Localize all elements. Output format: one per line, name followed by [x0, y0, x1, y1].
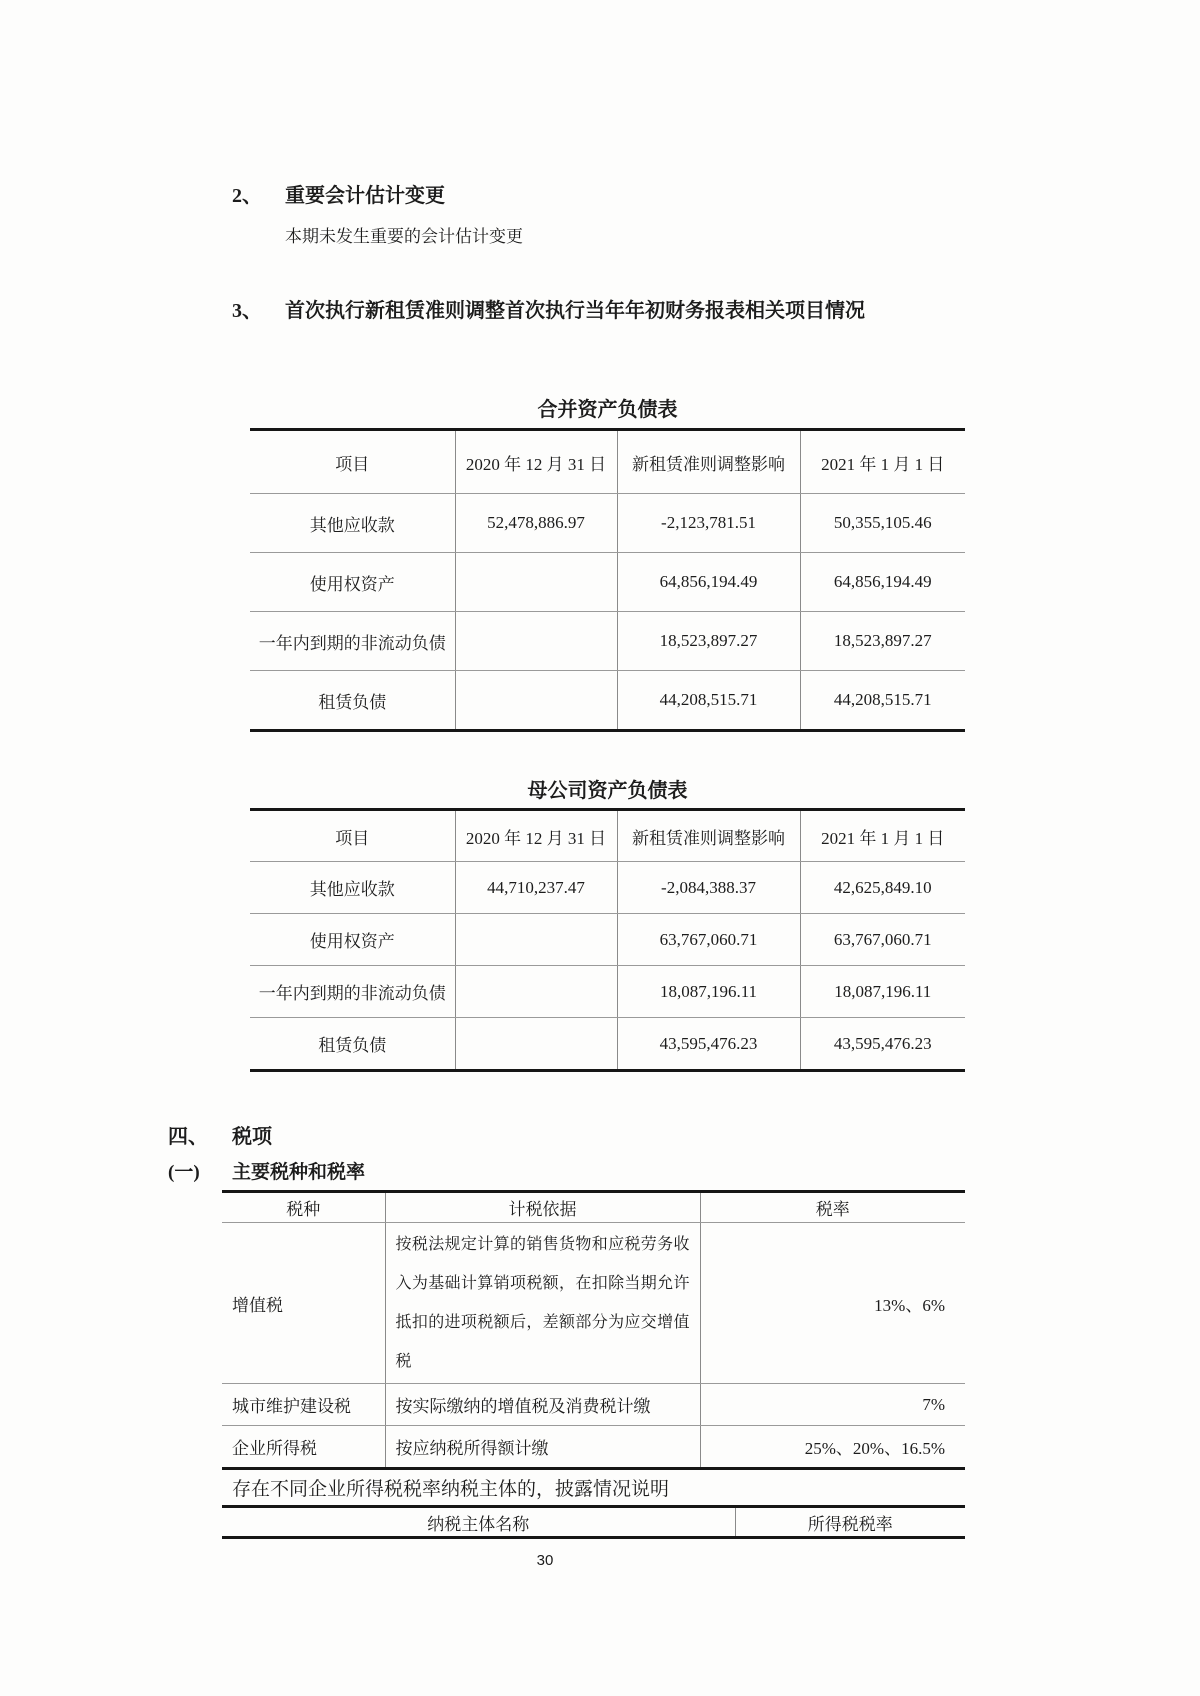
cell-value: 44,710,237.47: [455, 862, 617, 914]
cell-tax-kind: 城市维护建设税: [222, 1384, 385, 1426]
cell-value: 52,478,886.97: [455, 494, 617, 553]
section-2-title: 重要会计估计变更: [285, 185, 445, 207]
table-row: [222, 1426, 965, 1469]
header-cell-item: 项目: [250, 810, 455, 862]
table-row: [250, 612, 965, 671]
cell-value: [455, 612, 617, 671]
cell-value: 64,856,194.49: [800, 553, 965, 612]
cell-tax-basis: 按税法规定计算的销售货物和应税劳务收入为基础计算销项税额，在扣除当期允许抵扣的进项税额后，差额部分为应交增值税: [385, 1223, 700, 1384]
table-header-row: [222, 1192, 965, 1223]
header-cell-adjustment: 新租赁准则调整影响: [617, 810, 800, 862]
section-3-heading: [232, 297, 972, 325]
header-cell-entity-name: 纳税主体名称: [427, 1514, 530, 1534]
cell-value: 43,595,476.23: [800, 1018, 965, 1071]
cell-item: 使用权资产: [250, 553, 455, 612]
tax-rate-table: [222, 1190, 965, 1470]
table-header-row: [222, 1507, 965, 1538]
section-4-heading: [168, 1123, 968, 1151]
header-cell-income-tax-rate: 所得税税率: [735, 1507, 965, 1538]
table-row: [222, 1223, 965, 1384]
section-4-1-heading: [168, 1160, 968, 1186]
header-cell-date-2020: 2020 年 12 月 31 日: [455, 430, 617, 494]
cell-value: [455, 966, 617, 1018]
cell-value: 44,208,515.71: [800, 671, 965, 731]
cell-tax-kind: 企业所得税: [232, 1439, 317, 1458]
section-2-body: 本期未发生重要的会计估计变更: [285, 227, 523, 246]
header-cell-date-2020: 2020 年 12 月 31 日: [455, 810, 617, 862]
cell-value: -2,084,388.37: [617, 862, 800, 914]
cell-tax-basis: 按实际缴纳的增值税及消费税计缴: [385, 1384, 700, 1426]
cell-value: [455, 914, 617, 966]
cell-item: 租赁负债: [318, 692, 387, 712]
cell-value: [455, 671, 617, 731]
cell-item: 其他应收款: [250, 494, 455, 553]
section-4-number: 四、: [168, 1126, 208, 1148]
table-row: [250, 1018, 965, 1071]
cell-item: 一年内到期的非流动负债: [250, 966, 455, 1018]
cell-tax-kind: 增值税: [222, 1223, 385, 1384]
cell-tax-rate: 13%、6%: [700, 1223, 965, 1384]
cell-value: -2,123,781.51: [617, 494, 800, 553]
cell-value: 18,523,897.27: [800, 612, 965, 671]
cell-value: 43,595,476.23: [617, 1018, 800, 1071]
table-header-row: [250, 430, 965, 494]
cell-tax-rate: 7%: [700, 1384, 965, 1426]
table-row: [222, 1384, 965, 1426]
header-cell-date-2021: 2021 年 1 月 1 日: [800, 430, 965, 494]
cell-value: 63,767,060.71: [617, 914, 800, 966]
page-number: 30: [536, 1552, 554, 1569]
cell-item: 其他应收款: [250, 862, 455, 914]
cell-item: 使用权资产: [250, 914, 455, 966]
cell-tax-basis: 按应纳税所得额计缴: [385, 1426, 700, 1469]
table-row: [250, 914, 965, 966]
header-cell-tax-kind: 税种: [222, 1192, 385, 1223]
parent-table-title: 母公司资产负债表: [527, 780, 688, 802]
header-cell-item: 项目: [250, 430, 455, 494]
header-cell-tax-rate: 税率: [700, 1192, 965, 1223]
section-4-1-title: 主要税种和税率: [232, 1162, 366, 1183]
cell-value: 63,767,060.71: [800, 914, 965, 966]
section-2-heading: [232, 182, 972, 210]
table-header-row: [250, 810, 965, 862]
cell-value: [455, 1018, 617, 1071]
cell-value: 64,856,194.49: [617, 553, 800, 612]
header-cell-tax-basis: 计税依据: [385, 1192, 700, 1223]
header-cell-adjustment: 新租赁准则调整影响: [617, 430, 800, 494]
cell-tax-rate: 25%、20%、16.5%: [700, 1426, 965, 1469]
parent-balance-sheet-table: [250, 808, 965, 1072]
cell-item: 一年内到期的非流动负债: [250, 612, 455, 671]
cell-value: 44,208,515.71: [617, 671, 800, 731]
cell-value: 50,355,105.46: [800, 494, 965, 553]
section-4-title: 税项: [232, 1126, 272, 1148]
table-row: [250, 494, 965, 553]
section-2-number: 2、: [232, 185, 262, 207]
cell-item: 租赁负债: [318, 1036, 387, 1055]
disclosure-note: 存在不同企业所得税税率纳税主体的，披露情况说明: [232, 1479, 670, 1500]
cell-value: 18,523,897.27: [617, 612, 800, 671]
table-row: [250, 671, 965, 731]
cell-value: [455, 553, 617, 612]
table-row: [250, 966, 965, 1018]
cell-value: 18,087,196.11: [800, 966, 965, 1018]
table-row: [250, 553, 965, 612]
cell-value: 18,087,196.11: [617, 966, 800, 1018]
consolidated-table-title: 合并资产负债表: [537, 399, 678, 421]
section-3-title: 首次执行新租赁准则调整首次执行当年年初财务报表相关项目情况: [285, 300, 865, 322]
header-cell-date-2021: 2021 年 1 月 1 日: [800, 810, 965, 862]
cell-value: 42,625,849.10: [800, 862, 965, 914]
section-4-1-number: (一): [168, 1162, 200, 1183]
section-3-number: 3、: [232, 300, 262, 322]
tax-entity-table: [222, 1505, 965, 1539]
consolidated-balance-sheet-table: [250, 428, 965, 732]
table-row: [250, 862, 965, 914]
